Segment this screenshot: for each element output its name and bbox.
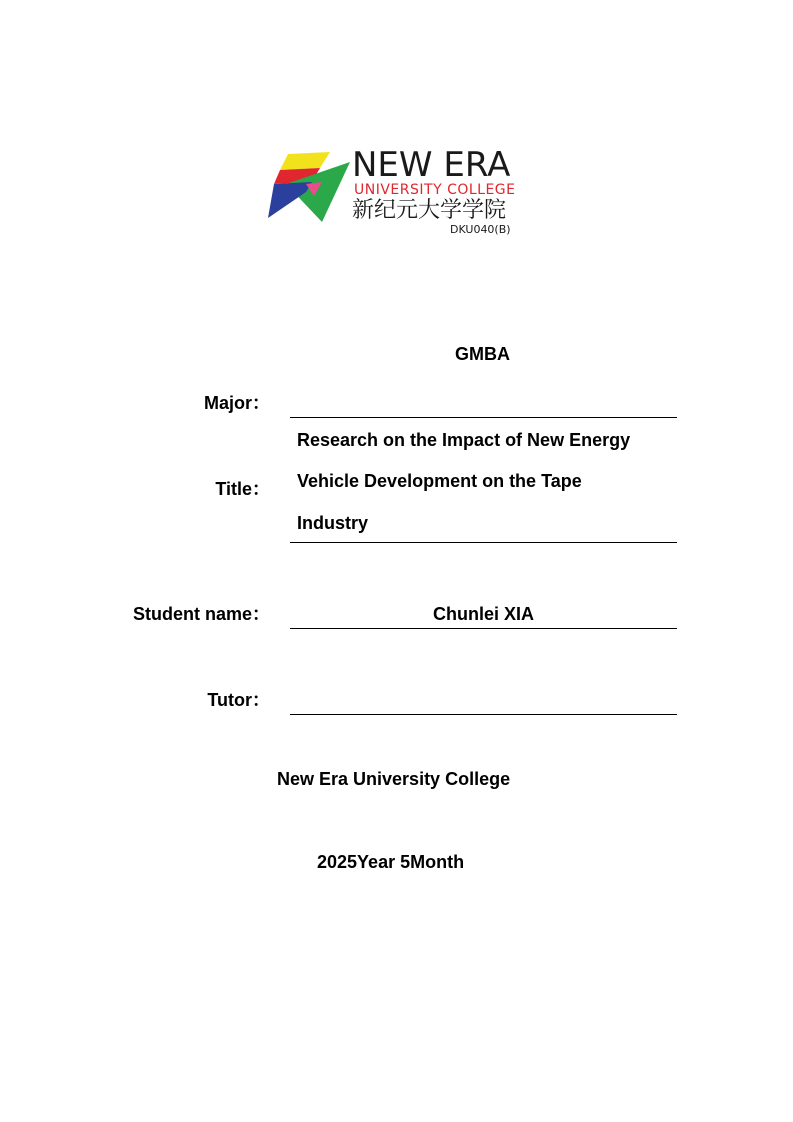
- student-name-label: Student name：: [132, 604, 270, 624]
- institution-name: New Era University College: [277, 769, 511, 789]
- logo-code: DKU040(B): [450, 223, 511, 236]
- title-line-3: Industry: [297, 513, 369, 533]
- title-line-2: Vehicle Development on the Tape: [297, 471, 582, 491]
- title-label: Title：: [215, 479, 270, 499]
- title-line-1: Research on the Impact of New Energy: [297, 430, 631, 450]
- logo-subtitle: UNIVERSITY COLLEGE: [354, 182, 516, 198]
- logo-mark-icon: [266, 152, 350, 222]
- submission-date: 2025Year 5Month: [317, 852, 465, 872]
- student-name-underline: [290, 628, 677, 629]
- major-underline: [290, 417, 677, 418]
- tutor-label: Tutor：: [207, 690, 270, 710]
- tutor-underline: [290, 714, 677, 715]
- logo-name: NEW ERA: [352, 145, 511, 185]
- student-name-value: Chunlei XIA: [432, 604, 534, 624]
- logo-chinese-name: 新纪元大学学院: [352, 198, 507, 223]
- major-label: Major：: [203, 393, 270, 413]
- program-name: GMBA: [455, 344, 510, 364]
- university-logo: [266, 145, 526, 242]
- title-underline: [290, 542, 677, 543]
